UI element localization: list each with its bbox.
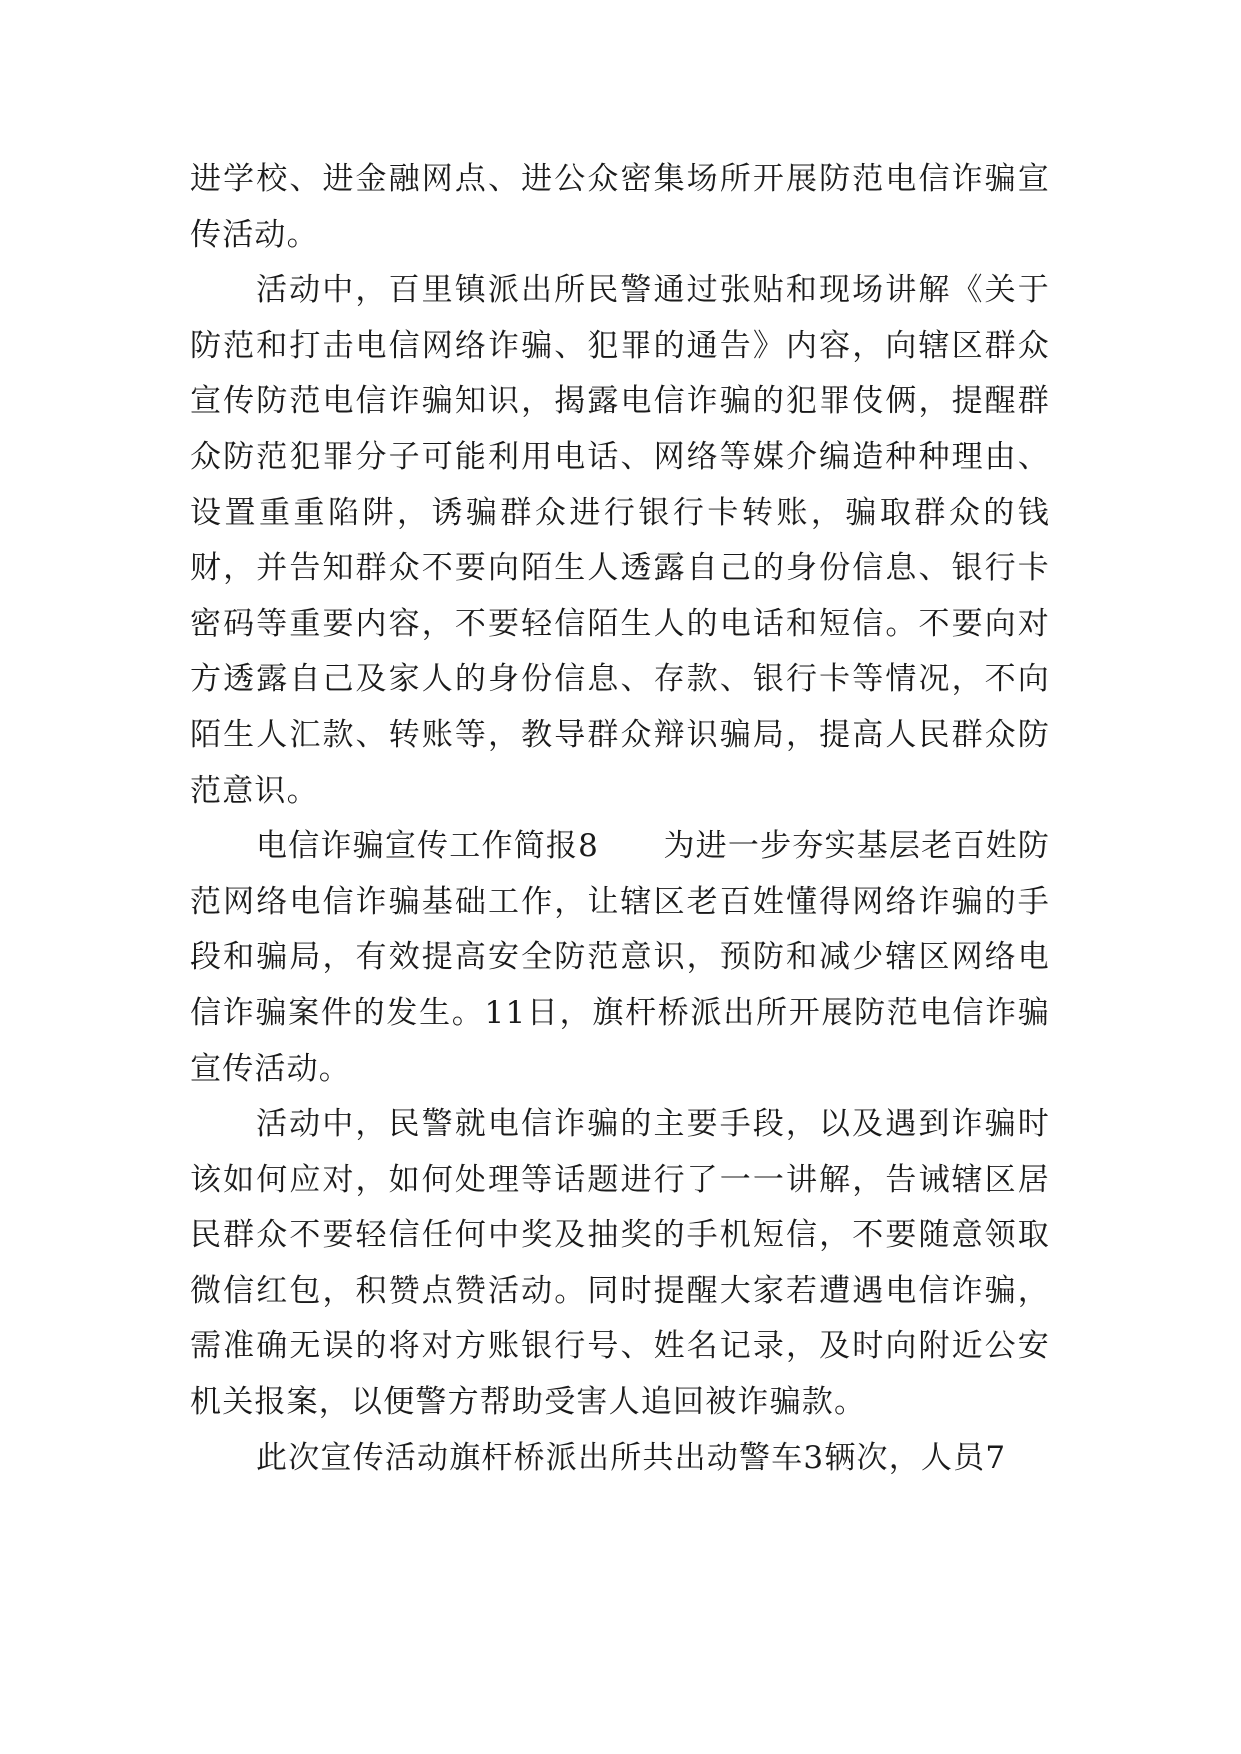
paragraph-continuation: 进学校、进金融网点、进公众密集场所开展防范电信诈骗宣传活动。 — [190, 161, 1050, 253]
paragraph-activity-police: 活动中，民警就电信诈骗的主要手段，以及遇到诈骗时该如何应对，如何处理等话题进行了一一讲解，告诫辖区居民群众不要轻信任何中奖及抽奖的手机短信，不要随意领取微信红包，积赞点赞活动。同时提醒大家若遭遇电信诈骗，需准确无误的将对方账银行号、姓名记录，及时向附近公安机关报案，以便警方帮助受害人追回被诈骗款。 — [190, 1106, 1050, 1421]
paragraph-activity-baili: 活动中，百里镇派出所民警通过张贴和现场讲解《关于防范和打击电信网络诈骗、犯罪的通告》内容，向辖区群众宣传防范电信诈骗知识，揭露电信诈骗的犯罪伎俩，提醒群众防范犯罪分子可能利用电话、网络等媒介编造种种理由、设置重重陷阱，诱骗群众进行银行卡转账，骗取群众的钱财，并告知群众不要向陌生人透露自己的身份信息、银行卡密码等重要内容，不要轻信陌生人的电话和短信。不要向对方透露自己及家人的身份信息、存款、银行卡等情况，不向陌生人汇款、转账等，教导群众辩识骗局，提高人民群众防范意识。 — [190, 272, 1050, 809]
paragraph-briefing-8: 电信诈骗宣传工作简报8 为进一步夯实基层老百姓防范网络电信诈骗基础工作，让辖区老百姓懂得网络诈骗的手段和骗局，有效提高安全防范意识，预防和减少辖区网络电信诈骗案件的发生。11日，旗杆桥派出所开展防范电信诈骗宣传活动。 — [190, 828, 1050, 1087]
paragraph-summary: 此次宣传活动旗杆桥派出所共出动警车3辆次，人员7 — [256, 1439, 1007, 1476]
document-body — [190, 152, 1050, 1486]
